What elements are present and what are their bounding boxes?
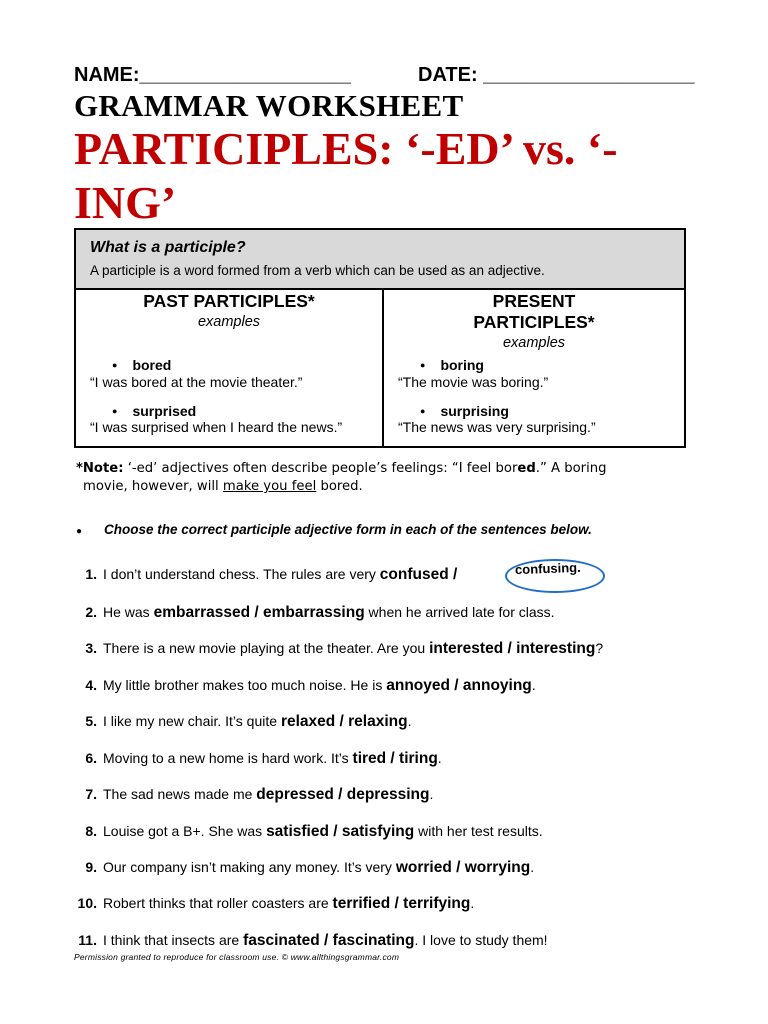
answer-options[interactable]: confused / <box>379 566 458 583</box>
example-word-surprised: ● surprised <box>112 403 197 419</box>
example-sentence: “The movie was boring.” <box>398 374 549 390</box>
answer-options[interactable]: fascinated / fascinating <box>243 932 415 949</box>
present-participles-column <box>384 288 684 446</box>
definition-header <box>76 230 684 290</box>
past-examples-label: examples <box>197 314 261 330</box>
question-3: 3. There is a new movie playing at the theater. Are you interested / interesting? <box>85 640 604 657</box>
answer-options[interactable]: embarrassed / embarrassing <box>153 604 365 621</box>
question-7: 7. The sad news made me depressed / depressing. <box>85 786 434 803</box>
bullet-icon: ● <box>76 526 83 537</box>
bullet-icon: ● <box>112 406 118 416</box>
bullet-icon: ● <box>420 360 426 370</box>
past-participles-column <box>76 288 382 446</box>
present-participles-title-line1: PRESENT <box>492 291 576 311</box>
copyright-footer: Permission granted to reproduce for classroom use. © www.allthingsgrammar.com <box>74 952 400 962</box>
bullet-icon: ● <box>420 406 426 416</box>
present-examples-label: examples <box>502 335 566 351</box>
definition-text: A participle is a word formed from a verb which can be used as an adjective. <box>90 263 545 278</box>
instructions: ● Choose the correct participle adjective form in each of the sentences below. <box>76 522 592 537</box>
worksheet-label: GRAMMAR WORKSHEET <box>74 88 464 123</box>
past-participles-title: PAST PARTICIPLES* <box>143 291 315 311</box>
note <box>76 460 676 496</box>
question-9: 9. Our company isn’t making any money. It’s very worried / worrying. <box>85 859 535 876</box>
example-word-boring: ● boring <box>420 357 484 373</box>
question-1: 1. I don’t understand chess. The rules are very confused / <box>85 566 458 583</box>
example-sentence: “I was surprised when I heard the news.” <box>90 419 343 435</box>
question-10: 10. Robert thinks that roller coasters are terrified / terrifying. <box>77 895 475 912</box>
note-line-1: *Note: ‘-ed’ adjectives often describe people’s feelings: “I feel bored.” A boring <box>76 461 607 476</box>
example-word-surprising: ● surprising <box>420 403 509 419</box>
definition-box <box>74 228 686 448</box>
question-8: 8. Louise got a B+. She was satisfied / satisfying with her test results. <box>85 823 543 840</box>
answer-options[interactable]: relaxed / relaxing <box>280 713 408 730</box>
answer-options[interactable]: annoyed / annoying <box>386 677 532 694</box>
note-line-2: movie, however, will make you feel bored. <box>83 479 363 494</box>
present-participles-title-line2: PARTICIPLES* <box>473 312 595 332</box>
example-sentence: “I was bored at the movie theater.” <box>90 374 303 390</box>
question-5: 5. I like my new chair. It’s quite relaxed / relaxing. <box>85 713 412 730</box>
definition-question: What is a participle? <box>90 239 246 256</box>
question-2: 2. He was embarrassed / embarrassing when he arrived late for class. <box>85 604 555 621</box>
example-sentence: “The news was very surprising.” <box>398 419 596 435</box>
bullet-icon: ● <box>112 360 118 370</box>
date-field-label: DATE: ___________________ <box>418 64 695 86</box>
example-word-bored: ● bored <box>112 357 172 373</box>
question-4: 4. My little brother makes too much noise. He is annoyed / annoying. <box>85 677 536 694</box>
question-6: 6. Moving to a new home is hard work. It’s tired / tiring. <box>85 750 442 767</box>
circled-answer[interactable]: confusing. <box>514 559 581 578</box>
name-field-label: NAME:___________________ <box>74 64 351 86</box>
question-11: 11. I think that insects are fascinated / fascinating. I love to study them! <box>78 932 548 949</box>
answer-options[interactable]: worried / worrying <box>395 859 531 876</box>
answer-options[interactable]: depressed / depressing <box>256 786 430 803</box>
answer-options[interactable]: satisfied / satisfying <box>266 823 415 840</box>
page-title: PARTICIPLES: ‘-ED’ vs. ‘-ING’ <box>74 123 618 228</box>
answer-options[interactable]: terrified / terrifying <box>332 895 471 912</box>
answer-options[interactable]: tired / tiring <box>352 750 438 767</box>
answer-options[interactable]: interested / interesting <box>429 640 596 657</box>
